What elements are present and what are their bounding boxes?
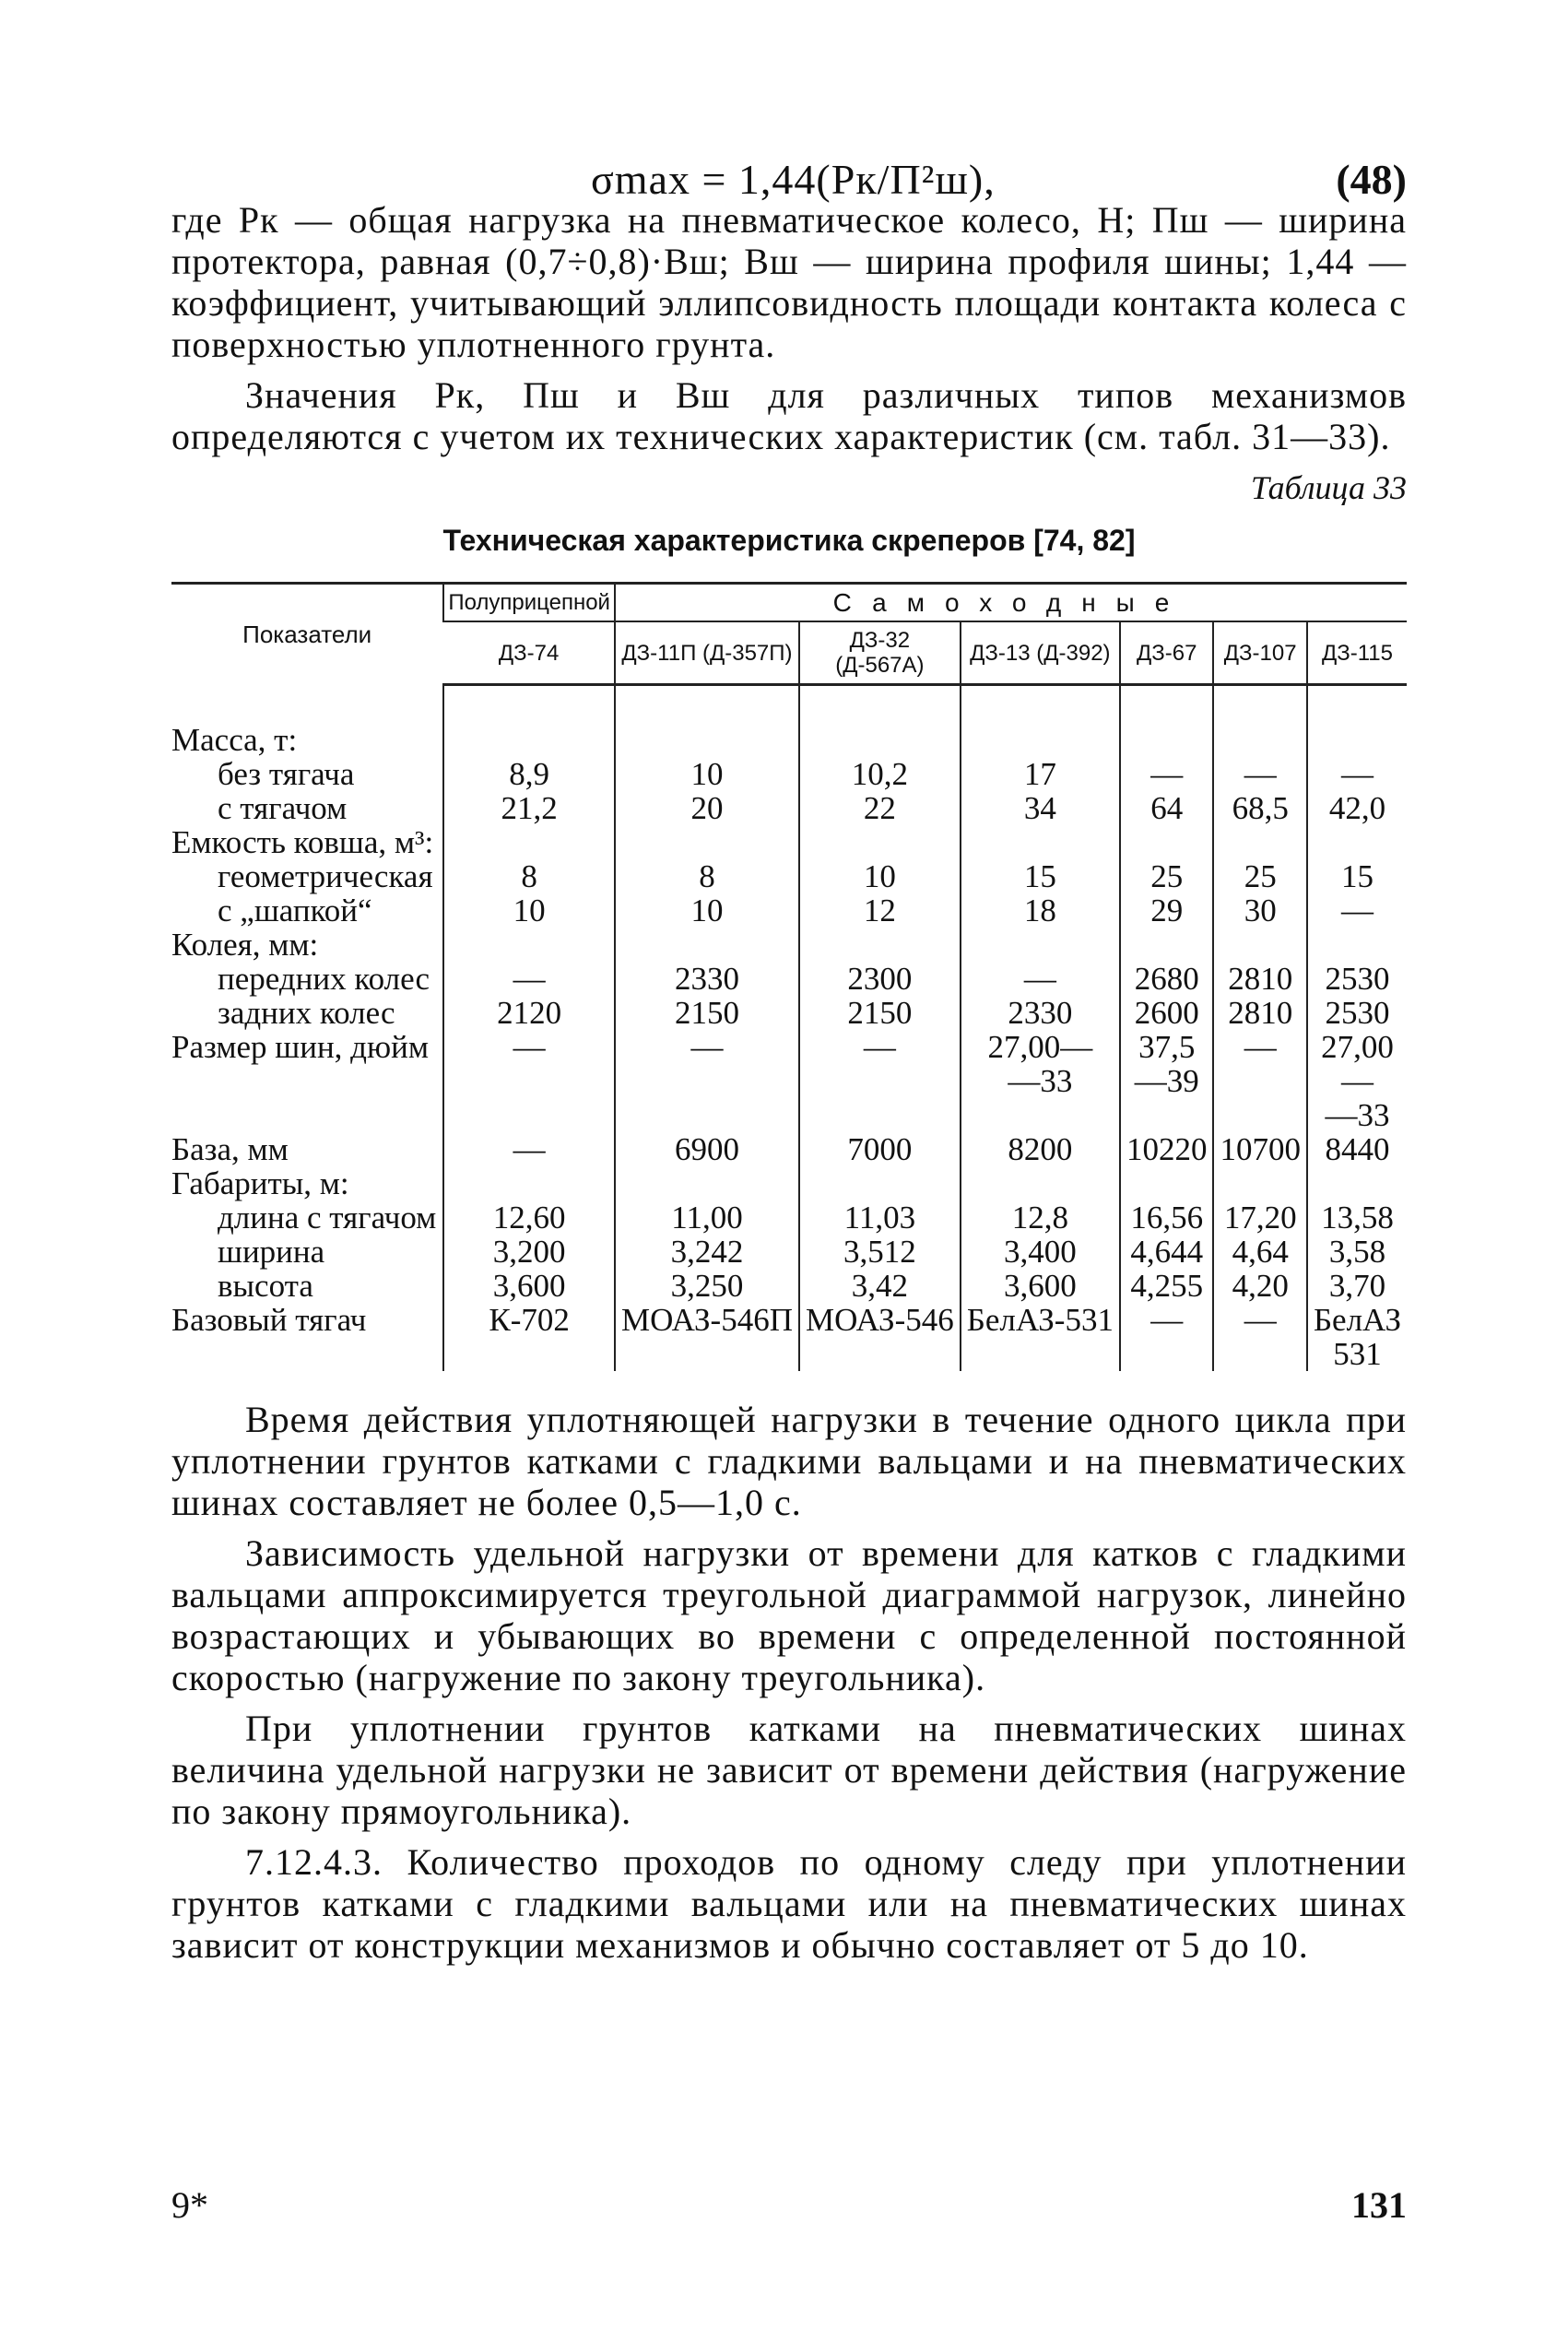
table-cell: — (1120, 1303, 1214, 1371)
table-cell: 10 (615, 893, 799, 928)
table-row (171, 1200, 1407, 1235)
paragraph-values: Значения Pк, Пш и Bш для различных типов механизмов определяются с учетом их технических характеристик (см. табл. 31—33). (171, 374, 1407, 457)
row-label (171, 723, 443, 757)
header-model: ДЗ-67 (1120, 621, 1214, 685)
table-cell: 11,03 (799, 1200, 961, 1235)
row-label-text: передних колес (218, 961, 430, 997)
row-label (171, 928, 443, 962)
table-cell: 15 (1307, 859, 1407, 893)
table-cell (1307, 928, 1407, 962)
table-cell (961, 928, 1120, 962)
table-cell (1120, 1166, 1214, 1200)
paragraph-definitions: где Pк — общая нагрузка на пневматическое колесо, Н; Пш — ширина протектора, равная (0,7÷0,8)·Bш; Bш — ширина профиля шины; 1,44 — коэффициент, учитывающий эллипсовидность площади контакта колеса с поверхностью уплотненного грунта. (171, 199, 1407, 365)
table-cell: МОАЗ-546П (615, 1303, 799, 1371)
table-row (171, 791, 1407, 825)
table-cell: 13,58 (1307, 1200, 1407, 1235)
table-cell (1213, 825, 1307, 859)
table-cell: 2300 (799, 962, 961, 996)
row-label-text: геометрическая (218, 858, 433, 894)
table-cell (1213, 1166, 1307, 1200)
table-row (171, 757, 1407, 791)
row-label (171, 1030, 443, 1132)
table-cell: 10,2 (799, 757, 961, 791)
table-cell: 3,400 (961, 1235, 1120, 1269)
row-label-text: высота (218, 1268, 313, 1304)
formula-line (171, 138, 1407, 203)
table-cell: 2810 (1213, 996, 1307, 1030)
table-cell: 3,600 (961, 1269, 1120, 1303)
page-content (171, 138, 1407, 1966)
table-cell (1120, 723, 1214, 757)
table-cell: — (1307, 893, 1407, 928)
header-self-propelled: Самоходные (615, 584, 1407, 622)
table-cell (799, 723, 961, 757)
paragraph-pneumatic: При уплотнении грунтов катками на пневматических шинах величина удельной нагрузки не зависит от времени действия (нагружение по закону прямоугольника). (171, 1708, 1407, 1832)
table-row (171, 1030, 1407, 1132)
table-cell: 29 (1120, 893, 1214, 928)
table-cell: 2680 (1120, 962, 1214, 996)
table-cell: 8 (443, 859, 615, 893)
table-cell: 30 (1213, 893, 1307, 928)
table-cell: БелАЗ-531 (961, 1303, 1120, 1371)
header-indicators: Показатели (171, 584, 443, 685)
table-spacer-row (171, 685, 1407, 724)
row-label-text: Колея, мм: (171, 927, 319, 963)
table-cell: 37,5—39 (1120, 1030, 1214, 1132)
table-row (171, 1235, 1407, 1269)
table-cell: — (1213, 1303, 1307, 1371)
table-cell: 3,70 (1307, 1269, 1407, 1303)
table-cell: 2120 (443, 996, 615, 1030)
header-model: ДЗ-11П (Д-357П) (615, 621, 799, 685)
row-label (171, 1269, 443, 1303)
row-label-text: Размер шин, дюйм (171, 1029, 430, 1065)
table-cell: 2810 (1213, 962, 1307, 996)
table-cell: — (443, 962, 615, 996)
row-label (171, 1303, 443, 1371)
table-cell: 2150 (799, 996, 961, 1030)
table-cell: 2600 (1120, 996, 1214, 1030)
table-cell: — (1307, 757, 1407, 791)
table-cell: 4,644 (1120, 1235, 1214, 1269)
row-label-text: Габариты, м: (171, 1165, 349, 1201)
row-label-text: Базовый тягач (171, 1302, 367, 1338)
table-cell: — (961, 962, 1120, 996)
table-cell: 10220 (1120, 1132, 1214, 1166)
table-cell: 12 (799, 893, 961, 928)
row-label-text: База, мм (171, 1131, 289, 1167)
table-cell: 2530 (1307, 996, 1407, 1030)
table-cell: 11,00 (615, 1200, 799, 1235)
table-cell: 15 (961, 859, 1120, 893)
row-label (171, 962, 443, 996)
table-row (171, 1269, 1407, 1303)
row-label (171, 996, 443, 1030)
table-cell: 3,600 (443, 1269, 615, 1303)
signature-mark: 9* (171, 2184, 208, 2226)
header-model: ДЗ-74 (443, 621, 615, 685)
table-cell: 10 (615, 757, 799, 791)
table-cell: — (443, 1132, 615, 1166)
table-row (171, 962, 1407, 996)
row-label (171, 893, 443, 928)
table-cell: 3,58 (1307, 1235, 1407, 1269)
table-row (171, 1166, 1407, 1200)
table-cell: 4,20 (1213, 1269, 1307, 1303)
table-row (171, 723, 1407, 757)
row-label (171, 757, 443, 791)
table-cell: 8200 (961, 1132, 1120, 1166)
table-cell (799, 928, 961, 962)
table-cell: — (443, 1030, 615, 1132)
table-cell: 42,0 (1307, 791, 1407, 825)
table-cell: 18 (961, 893, 1120, 928)
scraper-spec-table (171, 582, 1407, 1371)
table-cell: 3,512 (799, 1235, 961, 1269)
table-cell: — (1213, 1030, 1307, 1132)
page-number: 131 (1351, 2184, 1407, 2226)
row-label-text: без тягача (218, 756, 355, 792)
table-cell: 10 (443, 893, 615, 928)
table-cell: — (1120, 757, 1214, 791)
row-label (171, 791, 443, 825)
table-cell: 68,5 (1213, 791, 1307, 825)
table-caption: Таблица 33 (1250, 469, 1407, 506)
table-row (171, 859, 1407, 893)
row-label (171, 1132, 443, 1166)
table-cell: — (799, 1030, 961, 1132)
table-cell (615, 928, 799, 962)
table-cell (615, 1166, 799, 1200)
row-label-text: длина с тягачом (218, 1200, 437, 1236)
header-model: ДЗ-107 (1213, 621, 1307, 685)
table-cell: 22 (799, 791, 961, 825)
table-cell: — (1213, 757, 1307, 791)
header-model: ДЗ-13 (Д-392) (961, 621, 1120, 685)
table-cell: 6900 (615, 1132, 799, 1166)
header-semi-trailer: Полуприцепной (443, 584, 615, 622)
table-cell: 2150 (615, 996, 799, 1030)
table-cell: БелАЗ 531 (1307, 1303, 1407, 1371)
table-cell: 7000 (799, 1132, 961, 1166)
table-cell: 8,9 (443, 757, 615, 791)
table-cell: 10 (799, 859, 961, 893)
table-cell (615, 723, 799, 757)
table-cell (443, 928, 615, 962)
table-cell: — (615, 1030, 799, 1132)
header-model: ДЗ-32 (Д-567А) (799, 621, 961, 685)
table-cell (1120, 825, 1214, 859)
table-cell (443, 825, 615, 859)
table-cell: 20 (615, 791, 799, 825)
table-cell (615, 825, 799, 859)
table-cell: 2330 (615, 962, 799, 996)
table-cell: 17 (961, 757, 1120, 791)
table-cell: 4,255 (1120, 1269, 1214, 1303)
row-label (171, 1200, 443, 1235)
table-cell: 8440 (1307, 1132, 1407, 1166)
table-cell: 12,60 (443, 1200, 615, 1235)
table-cell: 16,56 (1120, 1200, 1214, 1235)
table-cell: 3,42 (799, 1269, 961, 1303)
table-cell: 17,20 (1213, 1200, 1307, 1235)
row-label-text: задних колес (218, 995, 395, 1031)
table-row (171, 928, 1407, 962)
table-cell: К-702 (443, 1303, 615, 1371)
paragraph-passes: 7.12.4.3. Количество проходов по одному следу при уплотнении грунтов катками с гладкими вальцами или на пневматических шинах зависит от конструкции механизмов и обычно составляет от 5 до 10. (171, 1841, 1407, 1966)
table-cell: 12,8 (961, 1200, 1120, 1235)
table-cell: МОАЗ-546 (799, 1303, 961, 1371)
table-cell (961, 1166, 1120, 1200)
table-cell: 27,00— —33 (1307, 1030, 1407, 1132)
paragraph-load-dependence: Зависимость удельной нагрузки от времени для катков с гладкими вальцами аппроксимируется треугольной диаграммой нагрузок, линейно возрастающих и убывающих во времени с определенной постоянной скоростью (нагружение по закону треугольника). (171, 1532, 1407, 1698)
table-cell (443, 1166, 615, 1200)
table-cell: 64 (1120, 791, 1214, 825)
table-body (171, 685, 1407, 1372)
paragraph-load-time: Время действия уплотняющей нагрузки в течение одного цикла при уплотнении грунтов катками с гладкими вальцами и на пневматических шинах составляет не более 0,5—1,0 с. (171, 1399, 1407, 1523)
table-row (171, 1132, 1407, 1166)
row-label (171, 825, 443, 859)
table-title: Техническая характеристика скреперов [74, 82] (442, 524, 1136, 557)
table-cell: 25 (1120, 859, 1214, 893)
table-cell: 27,00— —33 (961, 1030, 1120, 1132)
table-cell (961, 723, 1120, 757)
table-cell (1213, 928, 1307, 962)
table-cell: 8 (615, 859, 799, 893)
header-model: ДЗ-115 (1307, 621, 1407, 685)
row-label (171, 1166, 443, 1200)
table-row (171, 825, 1407, 859)
table-cell: 2530 (1307, 962, 1407, 996)
table-cell (1307, 723, 1407, 757)
table-cell: 3,242 (615, 1235, 799, 1269)
table-cell (1307, 1166, 1407, 1200)
table-cell: 3,200 (443, 1235, 615, 1269)
table-cell (443, 723, 615, 757)
table-row (171, 1303, 1407, 1371)
table-cell: 25 (1213, 859, 1307, 893)
table-cell (799, 1166, 961, 1200)
table-row (171, 893, 1407, 928)
table-cell: 10700 (1213, 1132, 1307, 1166)
table-cell: 34 (961, 791, 1120, 825)
formula: σmax = 1,44(Pк/П²ш), (591, 156, 996, 203)
table-cell (1307, 825, 1407, 859)
row-label (171, 859, 443, 893)
row-label-text: с тягачом (218, 790, 348, 826)
equation-number: (48) (1336, 156, 1407, 203)
table-cell (961, 825, 1120, 859)
table-cell: 21,2 (443, 791, 615, 825)
table-cell: 2330 (961, 996, 1120, 1030)
row-label-text: с „шапкой“ (218, 893, 372, 928)
table-cell (1120, 928, 1214, 962)
table-cell (1213, 723, 1307, 757)
row-label-text: ширина (218, 1234, 325, 1270)
row-label-text: Емкость ковша, м³: (171, 824, 434, 860)
table-row (171, 996, 1407, 1030)
table-cell: 4,64 (1213, 1235, 1307, 1269)
table-cell: 3,250 (615, 1269, 799, 1303)
table-cell (799, 825, 961, 859)
row-label (171, 1235, 443, 1269)
row-label-text: Масса, т: (171, 722, 298, 758)
